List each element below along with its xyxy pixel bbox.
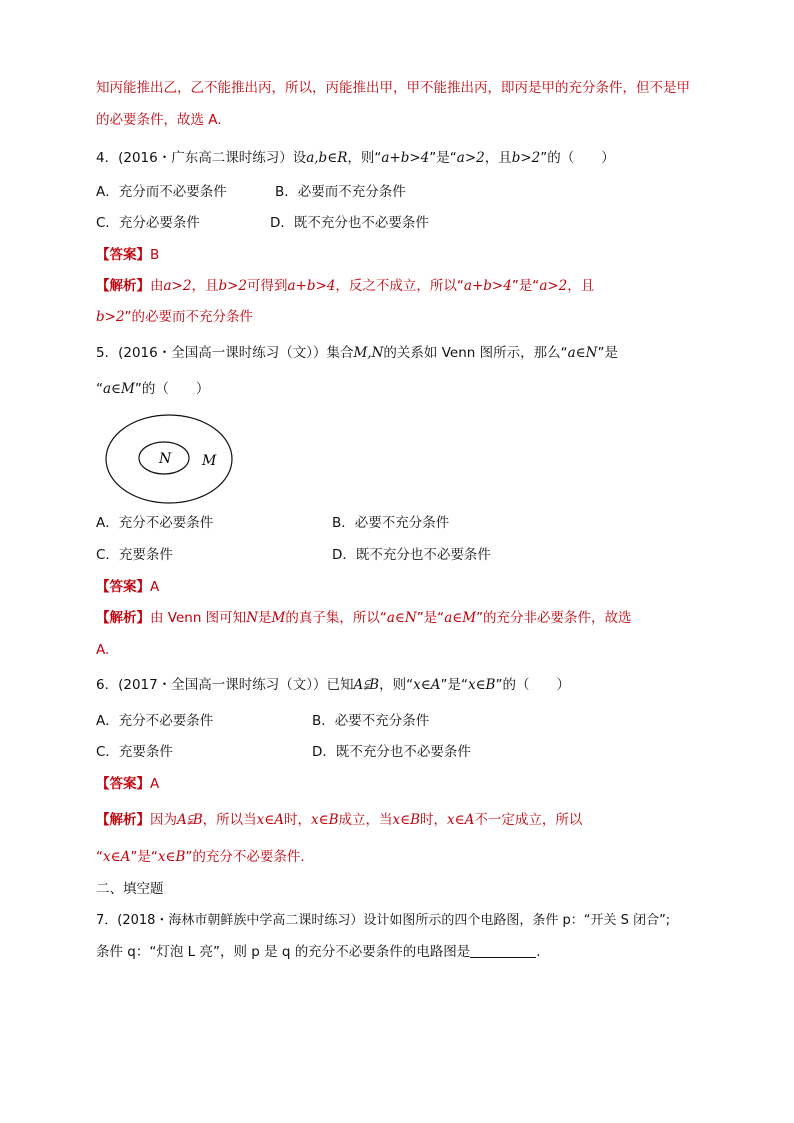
q6-analysis-label: 【解析】 bbox=[96, 812, 150, 828]
q5-analysis-label: 【解析】 bbox=[96, 610, 150, 626]
section-heading-fill-in: 二、填空题 bbox=[96, 881, 164, 897]
q4-option-c: C．充分必要条件 bbox=[96, 215, 200, 231]
q5-answer-label: 【答案】 bbox=[96, 579, 150, 595]
q5-option-b: B．必要不充分条件 bbox=[332, 515, 450, 531]
q4-expr-2: a>2 bbox=[456, 150, 485, 166]
intro-line-1: 知丙能推出乙，乙不能推出丙，所以，丙能推出甲，甲不能推出丙，即丙是甲的充分条件，但不是甲 bbox=[96, 80, 690, 96]
q4-condition: a,b∈R bbox=[306, 150, 348, 166]
q5-option-d: D．既不充分也不必要条件 bbox=[332, 547, 491, 563]
q5-answer-value: A bbox=[150, 579, 160, 595]
venn-diagram bbox=[104, 413, 236, 505]
q5-answer bbox=[96, 577, 159, 597]
venn-label-n: N bbox=[159, 451, 172, 467]
venn-label-m: M bbox=[202, 453, 217, 469]
q5-analysis: 【解析】由 Venn 图可知N是M的真子集，所以“a∈N”是“a∈M”的充分非必要条件，故选 bbox=[96, 610, 632, 626]
q6-option-d: D．既不充分也不必要条件 bbox=[312, 744, 471, 760]
q6-option-a: A．充分不必要条件 bbox=[96, 713, 214, 729]
q6-option-b: B．必要不充分条件 bbox=[312, 713, 430, 729]
q5-option-a: A．充分不必要条件 bbox=[96, 515, 214, 531]
q4-analysis: 【解析】由a>2，且b>2可得到a+b>4，反之不成立，所以“a+b>4”是“a>2，且 bbox=[96, 278, 595, 294]
q7-stem: 7．(2018・海林市朝鲜族中学高二课时练习）设计如图所示的四个电路图，条件 p：“开关 S 闭合”; bbox=[96, 913, 671, 928]
q4-option-d: D．既不充分也不必要条件 bbox=[270, 215, 429, 231]
q4-answer-value: B bbox=[150, 247, 160, 263]
q5-prefix: 5．(2016・全国高一课时练习（文））集合 bbox=[96, 345, 354, 361]
q4-expr-1: a+b>4 bbox=[381, 150, 430, 166]
q4-analysis-label: 【解析】 bbox=[96, 278, 150, 294]
q5-analysis-line-2: A. bbox=[96, 642, 110, 658]
q4-option-b: B．必要而不充分条件 bbox=[275, 184, 406, 200]
q5-stem: 5．(2016・全国高一课时练习（文））集合M,N的关系如 Venn 图所示，那么“a∈N”是 bbox=[96, 345, 618, 361]
q5-option-c: C．充要条件 bbox=[96, 547, 173, 563]
q7-answer-blank[interactable] bbox=[470, 943, 536, 958]
q6-analysis: 【解析】因为A⫋B，所以当x∈A时，x∈B成立，当x∈B时，x∈A不一定成立，所以 bbox=[96, 812, 583, 828]
q4-analysis-line-2: b>2”的必要而不充分条件 bbox=[96, 309, 254, 325]
q4-answer bbox=[96, 245, 159, 265]
q4-option-a: A．充分而不必要条件 bbox=[96, 184, 227, 200]
q4-answer-label: 【答案】 bbox=[96, 247, 150, 263]
q7-stem-line-2: 条件 q：“灯泡 L 亮”，则 p 是 q 的充分不必要条件的电路图是 . bbox=[96, 944, 541, 960]
q5-stem-line-2: “a∈M”的（ ） bbox=[96, 381, 210, 397]
q4-expr-3: b>2 bbox=[511, 150, 541, 166]
q6-stem: 6．(2017・全国高一课时练习（文））已知A⫋B，则“x∈A”是“x∈B”的（ ） bbox=[96, 677, 570, 693]
q6-answer bbox=[96, 774, 159, 794]
q6-option-c: C．充要条件 bbox=[96, 744, 173, 760]
q6-answer-label: 【答案】 bbox=[96, 776, 150, 792]
intro-line-2: 的必要条件，故选 A. bbox=[96, 112, 222, 128]
q4-stem: 4．(2016・广东高二课时练习）设a,b∈R，则“a+b>4”是“a>2，且b>2”的（ ） bbox=[96, 150, 615, 166]
q6-analysis-line-2: “x∈A”是“x∈B”的充分不必要条件. bbox=[96, 849, 305, 865]
q4-prefix: 4．(2016・广东高二课时练习）设 bbox=[96, 150, 307, 166]
q6-answer-value: A bbox=[150, 776, 160, 792]
q6-prefix: 6．(2017・全国高一课时练习（文））已知 bbox=[96, 677, 354, 693]
